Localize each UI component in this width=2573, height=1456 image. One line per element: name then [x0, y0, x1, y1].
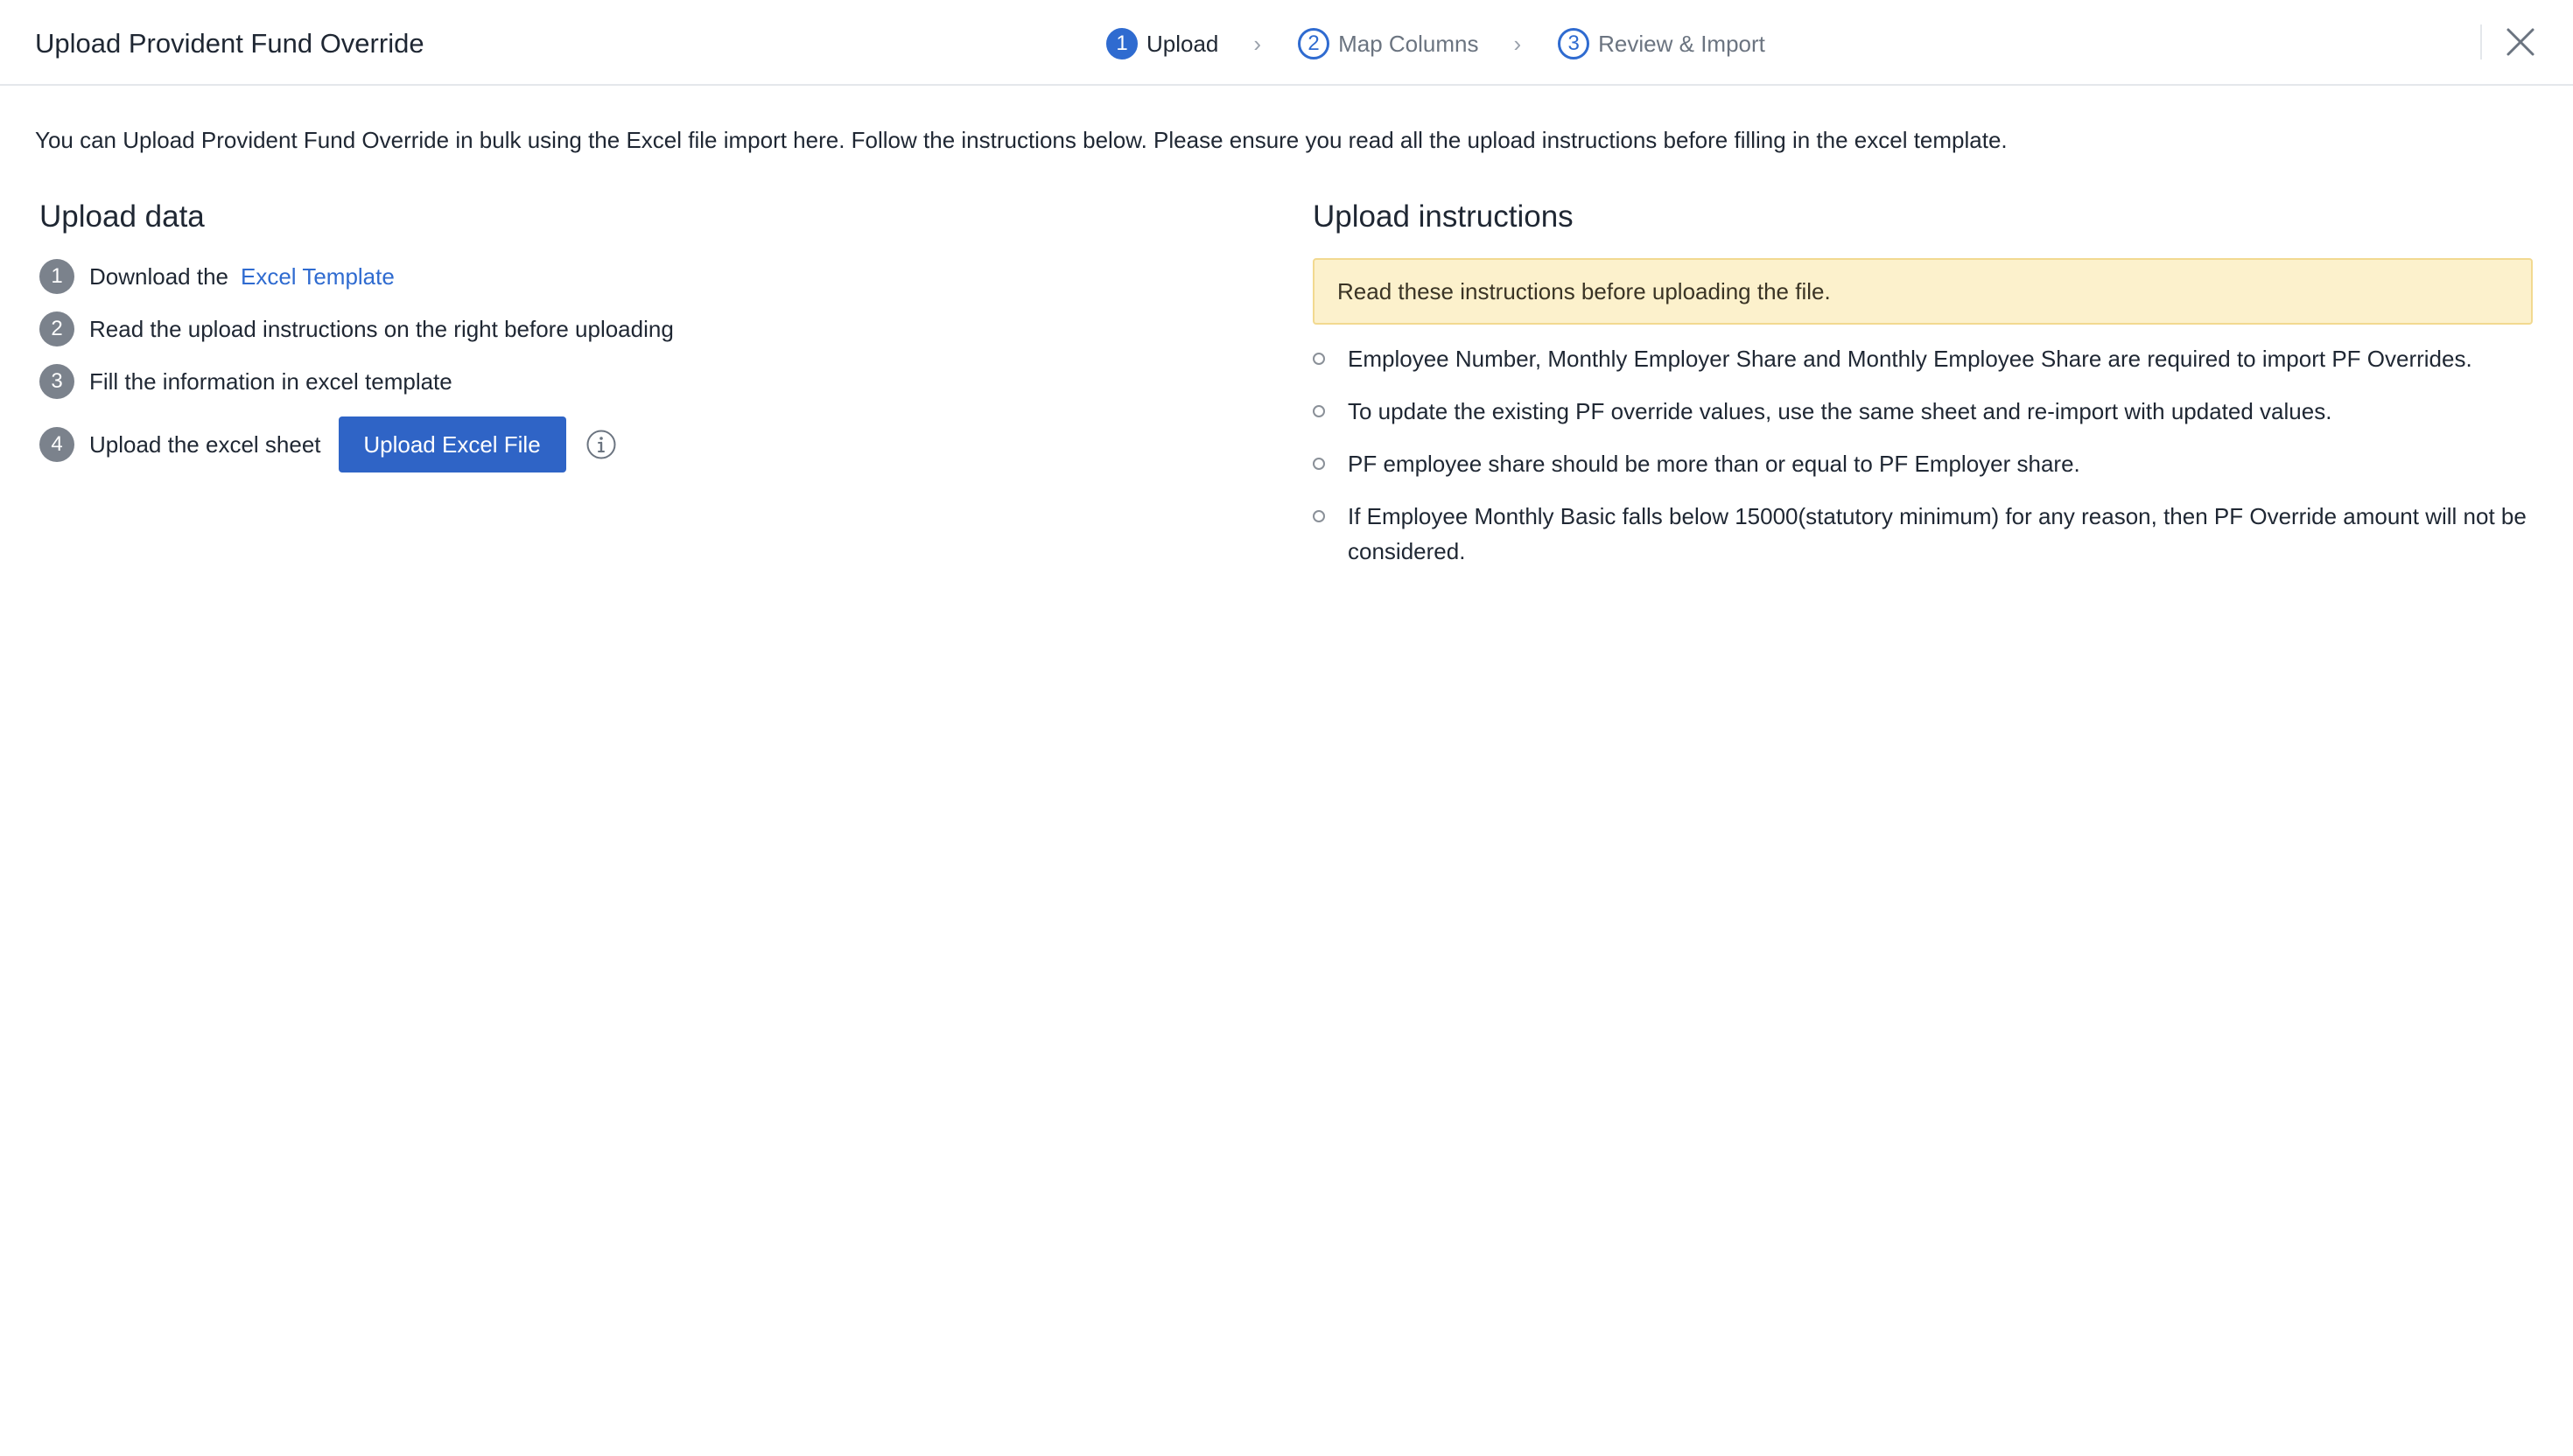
step-number: 2 — [1298, 28, 1329, 60]
step-text: Download the — [89, 262, 228, 290]
upload-instructions-title: Upload instructions — [1313, 200, 1574, 234]
list-item — [1313, 446, 2533, 481]
chevron-right-icon: › — [1513, 30, 1522, 57]
step-text: Read the upload instructions on the right before uploading — [89, 315, 674, 342]
step-text: Upload the excel sheet — [89, 430, 321, 458]
upload-step-3 — [39, 364, 452, 399]
instructions-list — [1313, 341, 2533, 586]
step-badge: 1 — [39, 259, 74, 294]
close-icon — [2505, 26, 2536, 58]
step-review-import[interactable] — [1558, 28, 1765, 60]
step-badge: 4 — [39, 427, 74, 462]
instruction-text: If Employee Monthly Basic falls below 15000(statutory minimum) for any reason, then PF Override amount will not be considered. — [1348, 503, 2527, 564]
upload-step-1 — [39, 259, 395, 294]
info-icon[interactable] — [585, 429, 617, 460]
step-badge: 2 — [39, 312, 74, 346]
dialog-header — [0, 0, 2573, 86]
step-number: 1 — [1106, 28, 1138, 60]
step-text: Fill the information in excel template — [89, 368, 452, 395]
instructions-notice: Read these instructions before uploading the file. — [1313, 258, 2533, 325]
list-item — [1313, 341, 2533, 376]
step-badge: 3 — [39, 364, 74, 399]
intro-text: You can Upload Provident Fund Override in bulk using the Excel file import here. Follow the instructions below. Please ensure you read all the upload instructions before filling in the excel template. — [35, 127, 2008, 153]
instruction-text: To update the existing PF override values, use the same sheet and re-import with updated values. — [1348, 398, 2332, 424]
bullet-circle-icon — [1313, 405, 1325, 417]
step-label: Review & Import — [1598, 30, 1765, 57]
step-label: Map Columns — [1338, 30, 1479, 57]
bullet-circle-icon — [1313, 458, 1325, 470]
excel-template-link[interactable]: Excel Template — [241, 262, 395, 290]
instruction-text: Employee Number, Monthly Employer Share and Monthly Employee Share are required to import PF Overrides. — [1348, 346, 2472, 372]
upload-step-2 — [39, 312, 674, 346]
step-number: 3 — [1558, 28, 1589, 60]
bullet-circle-icon — [1313, 353, 1325, 365]
upload-excel-file-button[interactable]: Upload Excel File — [339, 416, 566, 472]
step-label: Upload — [1146, 30, 1219, 57]
chevron-right-icon: › — [1253, 30, 1262, 57]
list-item — [1313, 499, 2533, 569]
upload-step-4 — [39, 416, 617, 472]
import-stepper — [1106, 26, 1765, 61]
list-item — [1313, 394, 2533, 429]
step-map-columns[interactable] — [1298, 28, 1478, 60]
upload-data-title: Upload data — [39, 200, 205, 234]
instruction-text: PF employee share should be more than or equal to PF Employer share. — [1348, 451, 2080, 477]
bullet-circle-icon — [1313, 510, 1325, 522]
close-button[interactable] — [2505, 26, 2536, 58]
header-divider — [2480, 24, 2482, 60]
step-upload[interactable] — [1106, 28, 1218, 60]
dialog-title: Upload Provident Fund Override — [35, 28, 424, 59]
